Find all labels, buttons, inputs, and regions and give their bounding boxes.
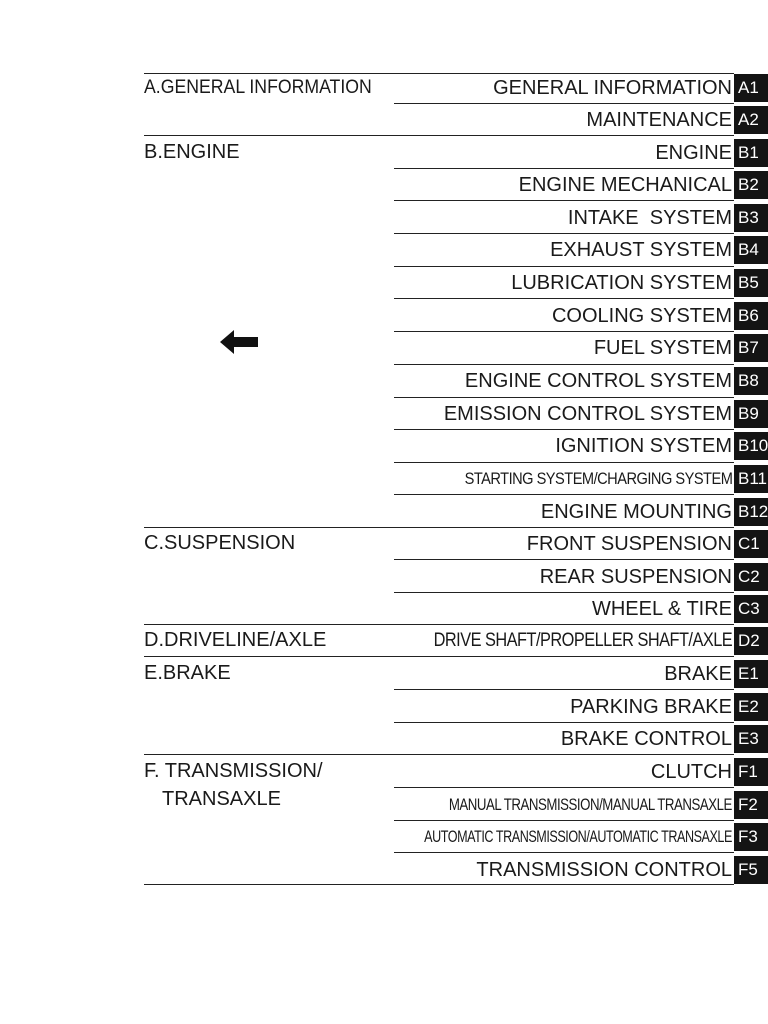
index-item-title: DRIVE SHAFT/PROPELLER SHAFT/AXLE <box>433 630 732 651</box>
index-tab-code: F1 <box>734 758 768 786</box>
index-item-title: PARKING BRAKE <box>570 696 732 718</box>
index-tab-code: F2 <box>734 791 768 819</box>
index-tab-code: B7 <box>734 334 768 362</box>
index-item-b3[interactable] <box>394 202 768 234</box>
index-tab-code: B1 <box>734 139 768 167</box>
index-item-title: LUBRICATION SYSTEM <box>511 272 732 294</box>
index-item-title: REAR SUSPENSION <box>539 566 732 588</box>
index-item-c1[interactable] <box>394 528 768 560</box>
index-item-b10[interactable] <box>394 430 768 462</box>
index-item-title: ENGINE CONTROL SYSTEM <box>464 370 732 392</box>
index-tab-code: E3 <box>734 725 768 753</box>
index-tab-code: B5 <box>734 269 768 297</box>
index-item-title: STARTING SYSTEM/CHARGING SYSTEM <box>464 469 732 488</box>
index-item-b6[interactable] <box>394 300 768 332</box>
index-item-title: ENGINE MECHANICAL <box>518 174 732 196</box>
index-tab-code: F3 <box>734 823 768 851</box>
index-tab-code: B11 <box>734 465 768 493</box>
index-tab-code: C1 <box>734 530 768 558</box>
index-item-c3[interactable] <box>394 593 768 625</box>
index-item-a2[interactable] <box>394 104 768 136</box>
index-item-d2[interactable] <box>394 625 768 657</box>
arrow-left-icon <box>220 330 260 354</box>
index-item-b5[interactable] <box>394 267 768 299</box>
section-label-brake[interactable] <box>144 661 231 685</box>
index-item-b4[interactable] <box>394 234 768 266</box>
index-tab-code: B2 <box>734 171 768 199</box>
section-label-text: E.BRAKE <box>144 662 231 684</box>
section-label-driveline[interactable] <box>144 628 326 652</box>
index-item-b2[interactable] <box>394 169 768 201</box>
index-tab-code: C3 <box>734 595 768 623</box>
index-tab-code: B4 <box>734 236 768 264</box>
index-item-title: ENGINE <box>655 142 732 164</box>
index-item-b11[interactable] <box>394 463 768 495</box>
index-item-title: EXHAUST SYSTEM <box>550 239 732 261</box>
index-tab-code: B10 <box>734 432 768 460</box>
index-item-b12[interactable] <box>394 496 768 528</box>
index-item-e2[interactable] <box>394 691 768 723</box>
section-label-text: B.ENGINE <box>144 141 240 163</box>
index-item-b8[interactable] <box>394 365 768 397</box>
index-item-title: FRONT SUSPENSION <box>526 533 732 555</box>
index-item-title: BRAKE CONTROL <box>560 728 732 750</box>
index-tab-code: E1 <box>734 660 768 688</box>
index-item-title: FUEL SYSTEM <box>593 337 732 359</box>
index-item-c2[interactable] <box>394 561 768 593</box>
index-tab-code: B6 <box>734 302 768 330</box>
index-item-title: WHEEL & TIRE <box>591 598 732 620</box>
index-item-title: TRANSMISSION CONTROL <box>476 859 732 881</box>
index-tab-code: A1 <box>734 74 768 102</box>
index-tab-code: B9 <box>734 400 768 428</box>
index-item-title: AUTOMATIC TRANSMISSION/AUTOMATIC TRANSAXLE <box>424 827 732 846</box>
index-item-f3[interactable] <box>394 821 768 853</box>
section-label-text: F. TRANSMISSION/ <box>144 760 323 782</box>
index-item-title: INTAKE SYSTEM <box>567 207 732 229</box>
index-tab-code: F5 <box>734 856 768 884</box>
index-item-e1[interactable] <box>394 658 768 690</box>
index-item-e3[interactable] <box>394 723 768 755</box>
index-item-f2[interactable] <box>394 789 768 821</box>
index-item-title: COOLING SYSTEM <box>551 305 732 327</box>
index-item-title: CLUTCH <box>650 761 732 783</box>
index-item-f5[interactable] <box>394 854 768 886</box>
index-item-title: GENERAL INFORMATION <box>493 77 732 99</box>
index-item-title: EMISSION CONTROL SYSTEM <box>443 403 732 425</box>
index-item-title: MANUAL TRANSMISSION/MANUAL TRANSAXLE <box>448 795 732 814</box>
index-item-a1[interactable] <box>394 72 768 104</box>
section-label-engine[interactable] <box>144 140 240 164</box>
index-item-f1[interactable] <box>394 756 768 788</box>
section-label-suspension[interactable] <box>144 531 295 555</box>
index-tab-code: B3 <box>734 204 768 232</box>
index-tab-code: B8 <box>734 367 768 395</box>
index-item-title: MAINTENANCE <box>586 109 732 131</box>
index-item-b7[interactable] <box>394 332 768 364</box>
section-label-text-line2: TRANSAXLE <box>162 788 281 810</box>
index-tab-code: E2 <box>734 693 768 721</box>
index-tab-code: C2 <box>734 563 768 591</box>
index-tab-code: A2 <box>734 106 768 134</box>
section-label-text: D.DRIVELINE/AXLE <box>144 629 327 651</box>
index-item-title: BRAKE <box>664 663 732 685</box>
section-label-transmission[interactable] <box>144 759 323 811</box>
index-item-title: IGNITION SYSTEM <box>555 435 732 457</box>
index-item-b1[interactable] <box>394 137 768 169</box>
index-item-b9[interactable] <box>394 398 768 430</box>
index-tab-code: B12 <box>734 498 768 526</box>
section-label-text: C.SUSPENSION <box>144 532 296 554</box>
section-label-general[interactable] <box>144 76 372 100</box>
section-label-text: A.GENERAL INFORMATION <box>144 77 372 98</box>
index-item-title: ENGINE MOUNTING <box>540 501 732 523</box>
index-tab-code: D2 <box>734 627 768 655</box>
